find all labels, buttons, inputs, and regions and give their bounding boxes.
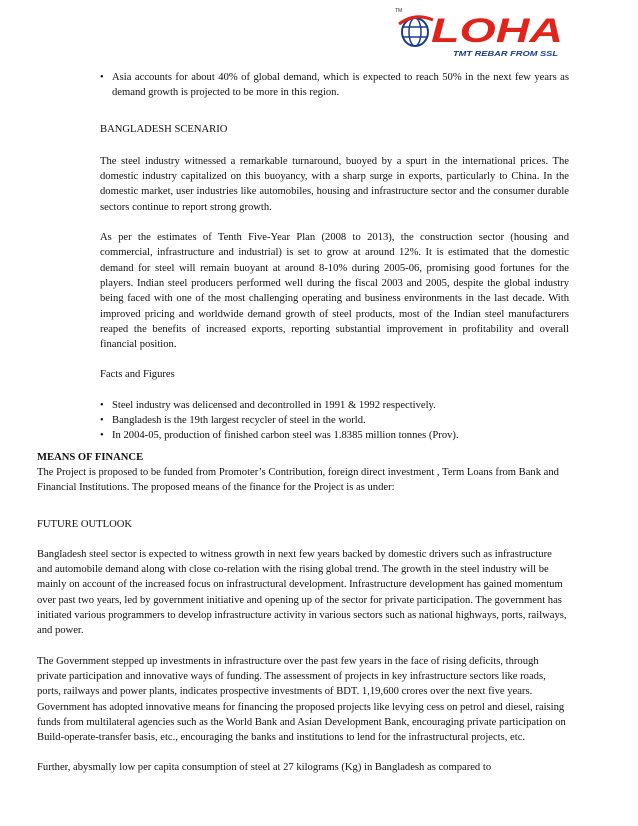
logo-tagline: TMT REBAR FROM SSL [453, 51, 558, 58]
facts-heading: Facts and Figures [100, 369, 175, 381]
finance-heading: MEANS OF FINANCE [37, 451, 144, 463]
list-item: • Steel industry was delicensed and decontrolled in 1991 & 1992 respectively. [100, 398, 569, 413]
bangladesh-heading: BANGLADESH SCENARIO [100, 123, 228, 135]
outlook-paragraph-1: Bangladesh steel sector is expected to witness growth in next few years backed by domestic drivers such as infrastructure and automobile demand along with close co-relation with the rising global trend. The growth in the steel industry will be mainly on account of the increased focus on infrastructural development. Infrastructure development has gained momentum over past two years, led by government initiative and opening up of the sector for private participation. The government has initiated various programmers to develop infrastructure activity in various sectors such as national highways, ports, railways, and power. [37, 548, 567, 637]
finance-text: The Project is proposed to be funded from Promoter’s Contribution, foreign direct investment , Term Loans from Bank and Financial Institutions. The proposed means of the finance for the Project is as under: [37, 466, 559, 494]
document-body [37, 70, 569, 776]
outlook-paragraph-2: The Government stepped up investments in infrastructure over the past few years in the face of rising deficits, through private participation and innovative ways of funding. The assessment of projects in key infrastructure sectors like roads, ports, railways and power plants, indicates prospective investments of BDT. 1,19,600 crores over the next five years. Government has adopted innovative means for financing the proposed projects like levying cess on petrol and diesel, raising funds from multilateral agencies such as the World Bank and Asian Development Bank, encouraging private participation on Build-operate-transfer basis, etc., encouraging the banks and institutions to lend for the infrastructural projects, etc. [37, 655, 566, 744]
intro-section [100, 70, 569, 444]
outlook-paragraph-3: Further, abysmally low per capita consumption of steel at 27 kilograms (Kg) in Bangladesh as compared to [37, 762, 492, 774]
intro-bullet-text: Asia accounts for about 40% of global demand, which is expected to reach 50% in the next few years as demand growth is projected to be more in this region. [112, 72, 569, 99]
outlook-heading: FUTURE OUTLOOK [37, 518, 133, 530]
fact-item: Steel industry was delicensed and decontrolled in 1991 & 1992 respectively. [112, 399, 436, 411]
bangladesh-paragraph-2: As per the estimates of Tenth Five-Year Plan (2008 to 2013), the construction sector (housing and commercial, infrastructure and industrial) is set to grow at around 12%. It is estimated that the domestic demand for steel will remain buoyant at around 8-10% during 2005-06, promising good fortunes for the players. Indian steel producers performed well during the fiscal 2003 and 2005, despite the global industry being faced with one of the most challenging operating and business environments in the last decade. With improved pricing and worldwide demand growth of steel products, most of the Indian steel manufacturers reaped the benefits of increased exports, reporting substantial improvement in profitability and overall financial position. [100, 232, 569, 351]
fact-item: Bangladesh is the 19th largest recycler of steel in the world. [112, 415, 366, 427]
main-sections [37, 450, 569, 776]
list-item: • Asia accounts for about 40% of global demand, which is expected to reach 50% in the next few years as demand growth is projected to be more in this region. [100, 70, 569, 101]
logo-tm: TM [395, 8, 403, 14]
globe-icon [399, 17, 433, 46]
list-item: • In 2004-05, production of finished carbon steel was 1.8385 million tonnes (Prov). [100, 428, 569, 443]
list-item: • Bangladesh is the 19th largest recycler of steel in the world. [100, 413, 569, 428]
bangladesh-paragraph-1: The steel industry witnessed a remarkable turnaround, buoyed by a spurt in the international prices. The domestic industry capitalized on this buoyancy, with a sharp surge in exports, particularly to China. In the domestic market, user industries like automobiles, housing and infrastructure sector and the consumer durable sectors continue to report strong growth. [100, 155, 569, 213]
loha-logo [393, 4, 571, 60]
logo-brand: LOHA [431, 12, 563, 50]
fact-item: In 2004-05, production of finished carbon steel was 1.8385 million tonnes (Prov). [112, 430, 459, 442]
